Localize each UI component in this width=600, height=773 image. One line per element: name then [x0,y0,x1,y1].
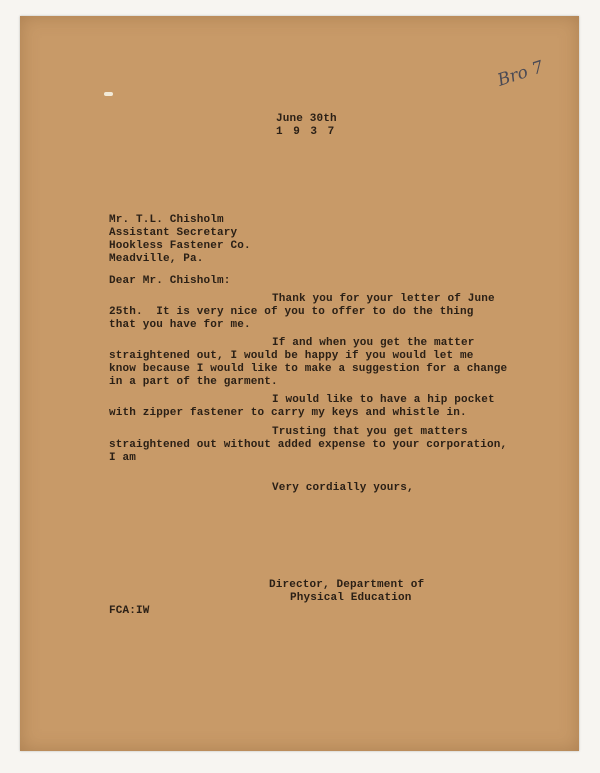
paragraph-line: in a part of the garment. [109,376,278,388]
handwritten-note: Bro 7 [495,57,547,91]
recipient-line: Meadville, Pa. [109,253,204,265]
signature-title-line: Physical Education [290,592,412,604]
paragraph-line: I would like to have a hip pocket [272,394,495,406]
paper-blemish [104,92,113,96]
date-line: June 30th [276,113,337,125]
closing: Very cordially yours, [272,482,414,494]
paragraph-line: straightened out, I would be happy if you would let me [109,350,474,362]
signature-title-line: Director, Department of [269,579,425,591]
paragraph-line: that you have for me. [109,319,251,331]
paragraph-line: know because I would like to make a suggestion for a change [109,363,508,375]
typist-initials: FCA:IW [109,605,150,617]
paragraph-line: with zipper fastener to carry my keys and whistle in. [109,407,467,419]
recipient-line: Assistant Secretary [109,227,238,239]
paragraph-line: Thank you for your letter of June [272,293,495,305]
paragraph-line: Trusting that you get matters [272,426,468,438]
paragraph-line: I am [109,452,137,464]
paragraph-line: straightened out without added expense to your corporation, [109,439,508,451]
recipient-line: Mr. T.L. Chisholm [109,214,224,226]
recipient-line: Hookless Fastener Co. [109,240,251,252]
year-line: 1 9 3 7 [276,126,337,138]
paragraph-line: 25th. It is very nice of you to offer to do the thing [109,306,474,318]
paragraph-line: If and when you get the matter [272,337,475,349]
letter-paper [20,16,579,751]
salutation: Dear Mr. Chisholm: [109,275,231,287]
